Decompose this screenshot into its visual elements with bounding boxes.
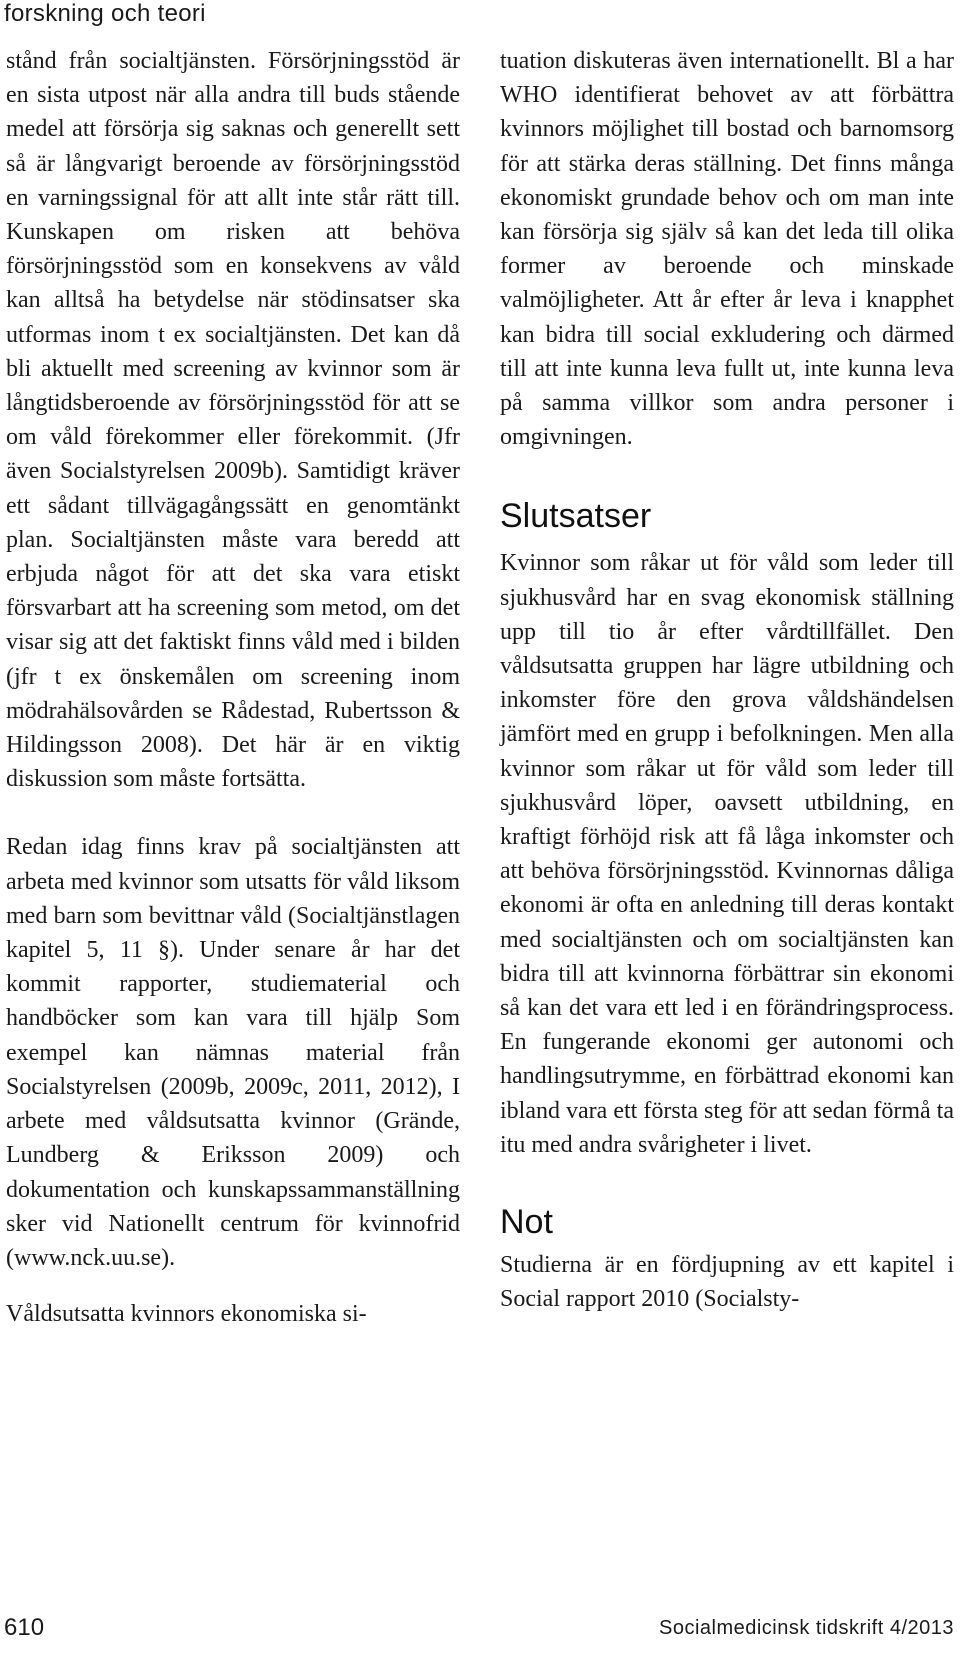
section-label: forskning och teori <box>4 0 206 27</box>
page-number: 610 <box>4 1614 45 1641</box>
body-paragraph: stånd från socialtjänsten. Försörjningsstöd är en sista utpost när alla andra till buds stående medel att försörja sig saknas och generellt sett så är långvarigt beroende av försörjningsstöd en varningssignal för att allt inte står rätt till. Kunskapen om risken att behöva försörjningsstöd som en konsekvens av våld kan alltså ha betydelse när stödinsatser ska utformas inom t ex socialtjänsten. Det kan då bli aktuellt med screening av kvinnor som är långtidsberoende av försörjningsstöd för att se om våld förekommer eller förekommit. (Jfr även Socialstyrelsen 2009b). Samtidigt kräver ett sådant tillvägagångssätt en genomtänkt plan. Socialtjänsten måste vara beredd att erbjuda något för att det ska vara etiskt försvarbart att ha screening som metod, om det visar sig att det faktiskt finns våld med i bilden (jfr t ex önskemålen om screening inom mödrahälsovården se Rådestad, Rubertsson & Hildingsson 2008). Det här är en viktig diskussion som måste fortsätta. <box>6 48 460 793</box>
section-heading-slutsatser: Slutsatser <box>500 497 652 536</box>
section-heading-not: Not <box>500 1203 553 1242</box>
journal-name: Socialmedicinsk tidskrift 4/2013 <box>658 1617 954 1639</box>
body-paragraph: Våldsutsatta kvinnors ekonomiska si- <box>6 1301 367 1328</box>
body-paragraph: Redan idag finns krav på socialtjänsten att arbeta med kvinnor som utsatts för våld liksom med barn som bevittnar våld (Socialtjänstlagen kapitel 5, 11 §). Under senare år har det kommit rapporter, studiematerial och handböcker som kan vara till hjälp Som exempel kan nämnas material från Socialstyrelsen (2009b, 2009c, 2011, 2012), I arbete med våldsutsatta kvinnor (Grände, Lundberg & Eriksson 2009) och dokumentation och kunskapssammanställning sker vid Nationellt centrum för kvinnofrid (www.nck.uu.se). <box>6 834 460 1271</box>
right-column <box>500 44 954 1317</box>
body-paragraph: Studierna är en fördjupning av ett kapitel i Social rapport 2010 (Socialsty- <box>500 1252 954 1313</box>
body-paragraph: tuation diskuteras även internationellt. Bl a har WHO identifierat behovet av att förbättra kvinnors möjlighet till bostad och barnomsorg för att stärka deras ställning. Det finns många ekonomiskt grundade behov och om man inte kan försörja sig själv så kan det leda till olika former av beroende och minskade valmöjligheter. Att år efter år leva i knapphet kan bidra till social exkludering och därmed till att inte kunna leva fullt ut, inte kunna leva på samma villkor som andra personer i omgivningen. <box>500 48 954 451</box>
left-column <box>6 44 460 1331</box>
body-paragraph: Kvinnor som råkar ut för våld som leder till sjukhusvård har en svag ekonomisk ställning upp till tio år efter vårdtillfället. Den våldsutsatta gruppen har lägre utbildning och inkomster före den grova våldshändelsen jämfört med en grupp i befolkningen. Men alla kvinnor som råkar ut för våld som leder till sjukhusvård löper, oavsett utbildning, en kraftigt förhöjd risk att få låga inkomster och att behöva försörjningsstöd. Kvinnornas dåliga ekonomi är ofta en anledning till deras kontakt med socialtjänsten och om socialtjänsten kan bidra till att kvinnorna förbättrar sin ekonomi så kan det vara ett led i en förändringsprocess. En fungerande ekonomi ger autonomi och handlingsutrymme, en förbättrad ekonomi kan ibland vara ett första steg för att sedan förmå ta itu med andra svårigheter i livet. <box>500 550 954 1158</box>
